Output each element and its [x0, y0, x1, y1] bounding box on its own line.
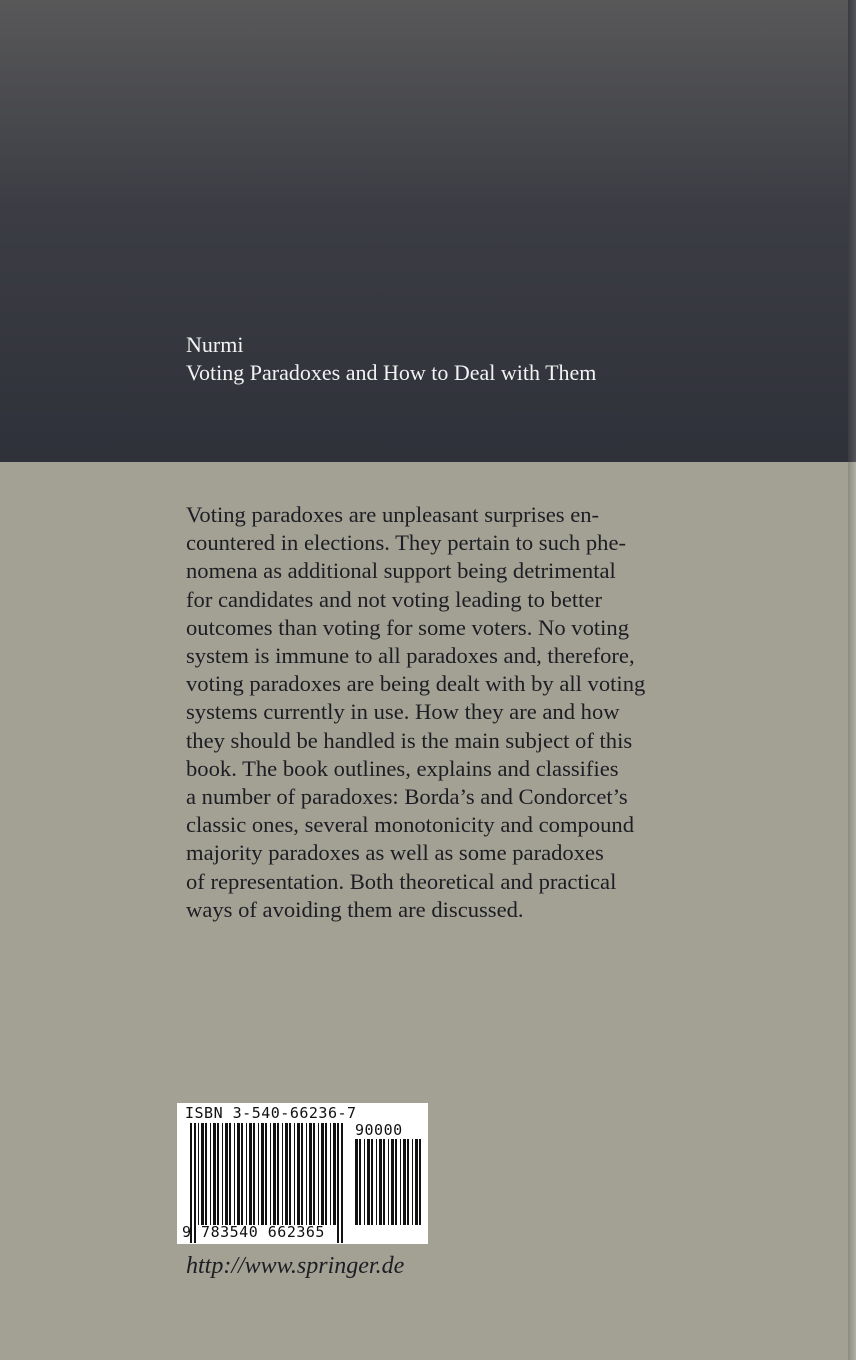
- barcode-bar: [364, 1139, 365, 1225]
- barcode-addon-number: 90000: [355, 1121, 403, 1139]
- barcode-bar: [306, 1123, 307, 1225]
- barcode-bar: [321, 1123, 324, 1225]
- ean-digits: 9 783540 662365: [182, 1223, 325, 1241]
- barcode-bar: [270, 1123, 271, 1225]
- barcode-bar: [237, 1123, 240, 1225]
- barcode-bar: [285, 1123, 288, 1225]
- barcode-bar: [210, 1123, 211, 1225]
- barcode-bar: [229, 1123, 231, 1225]
- barcode-bar: [355, 1139, 358, 1225]
- barcode-bar: [371, 1139, 373, 1225]
- barcode-bar: [261, 1123, 264, 1225]
- blurb-line: countered in elections. They pertain to such phe-: [186, 530, 627, 556]
- barcode-bar: [241, 1123, 243, 1225]
- barcode-bar: [391, 1139, 394, 1225]
- blurb-line: classic ones, several monotonicity and compound: [186, 812, 635, 838]
- barcode-guard-bar: [341, 1123, 343, 1243]
- barcode-bar: [213, 1123, 216, 1225]
- barcode-bar: [333, 1123, 336, 1225]
- barcode-bar: [379, 1139, 382, 1225]
- barcode-bar: [282, 1123, 283, 1225]
- blurb-line: voting paradoxes are being dealt with by all voting: [186, 671, 646, 697]
- barcode-bar: [246, 1123, 247, 1225]
- blurb-line: nomena as additional support being detrimental: [186, 558, 616, 584]
- barcode-bar: [277, 1123, 279, 1225]
- spine-edge-top: [848, 0, 856, 462]
- isbn-barcode: [177, 1103, 428, 1244]
- barcode-bar: [407, 1139, 409, 1225]
- barcode-bar: [313, 1123, 315, 1225]
- barcode-bar: [273, 1123, 276, 1225]
- barcode-bar: [253, 1123, 255, 1225]
- book-title: Voting Paradoxes and How to Deal with Them: [186, 360, 597, 385]
- barcode-bar: [301, 1123, 303, 1225]
- barcode-bar: [367, 1139, 370, 1225]
- isbn-number: ISBN 3-540-66236-7: [185, 1104, 357, 1122]
- barcode-bar: [330, 1123, 331, 1225]
- barcode-bar: [249, 1123, 252, 1225]
- barcode-bar: [294, 1123, 295, 1225]
- blurb-line: majority paradoxes as well as some paradoxes: [186, 840, 604, 866]
- barcode-bar: [205, 1123, 207, 1225]
- blurb-text: [186, 501, 666, 924]
- blurb-line: outcomes than voting for some voters. No voting: [186, 614, 630, 640]
- barcode-bar: [318, 1123, 319, 1225]
- barcode-bar: [234, 1123, 235, 1225]
- barcode-bar: [217, 1123, 219, 1225]
- barcode-bar: [383, 1139, 385, 1225]
- barcode-bar: [376, 1139, 377, 1225]
- barcode-bar: [222, 1123, 223, 1225]
- barcode-bar: [395, 1139, 397, 1225]
- barcode-bar: [198, 1123, 199, 1225]
- barcode-bar: [415, 1139, 418, 1225]
- blurb-line: book. The book outlines, explains and classifies: [186, 755, 619, 781]
- barcode-bar: [403, 1139, 406, 1225]
- barcode-bar: [265, 1123, 267, 1225]
- blurb-line: ways of avoiding them are discussed.: [186, 896, 524, 922]
- blurb-line: Voting paradoxes are unpleasant surprises en-: [186, 502, 600, 527]
- title-band: [0, 0, 848, 462]
- blurb-line: they should be handled is the main subject of this: [186, 727, 633, 753]
- author-name: Nurmi: [186, 332, 244, 357]
- blurb-line: system is immune to all paradoxes and, therefore,: [186, 643, 635, 669]
- blurb-line: for candidates and not voting leading to better: [186, 586, 602, 612]
- barcode-bar: [412, 1139, 413, 1225]
- barcode-bar: [225, 1123, 228, 1225]
- barcode-bar: [400, 1139, 401, 1225]
- barcode-bar: [325, 1123, 327, 1225]
- blurb-line: of representation. Both theoretical and practical: [186, 868, 617, 894]
- blurb-line: systems currently in use. How they are and how: [186, 699, 620, 725]
- barcode-bar: [258, 1123, 259, 1225]
- barcode-bar: [359, 1139, 361, 1225]
- barcode-bar: [388, 1139, 389, 1225]
- barcode-guard-bar: [337, 1123, 339, 1243]
- blurb-line: a number of paradoxes: Borda’s and Condorcet’s: [186, 784, 628, 810]
- barcode-bar: [419, 1139, 421, 1225]
- publisher-url[interactable]: http://www.springer.de: [186, 1253, 405, 1279]
- barcode-bar: [289, 1123, 291, 1225]
- barcode-bar: [297, 1123, 300, 1225]
- barcode-bar: [201, 1123, 204, 1225]
- barcode-bar: [309, 1123, 312, 1225]
